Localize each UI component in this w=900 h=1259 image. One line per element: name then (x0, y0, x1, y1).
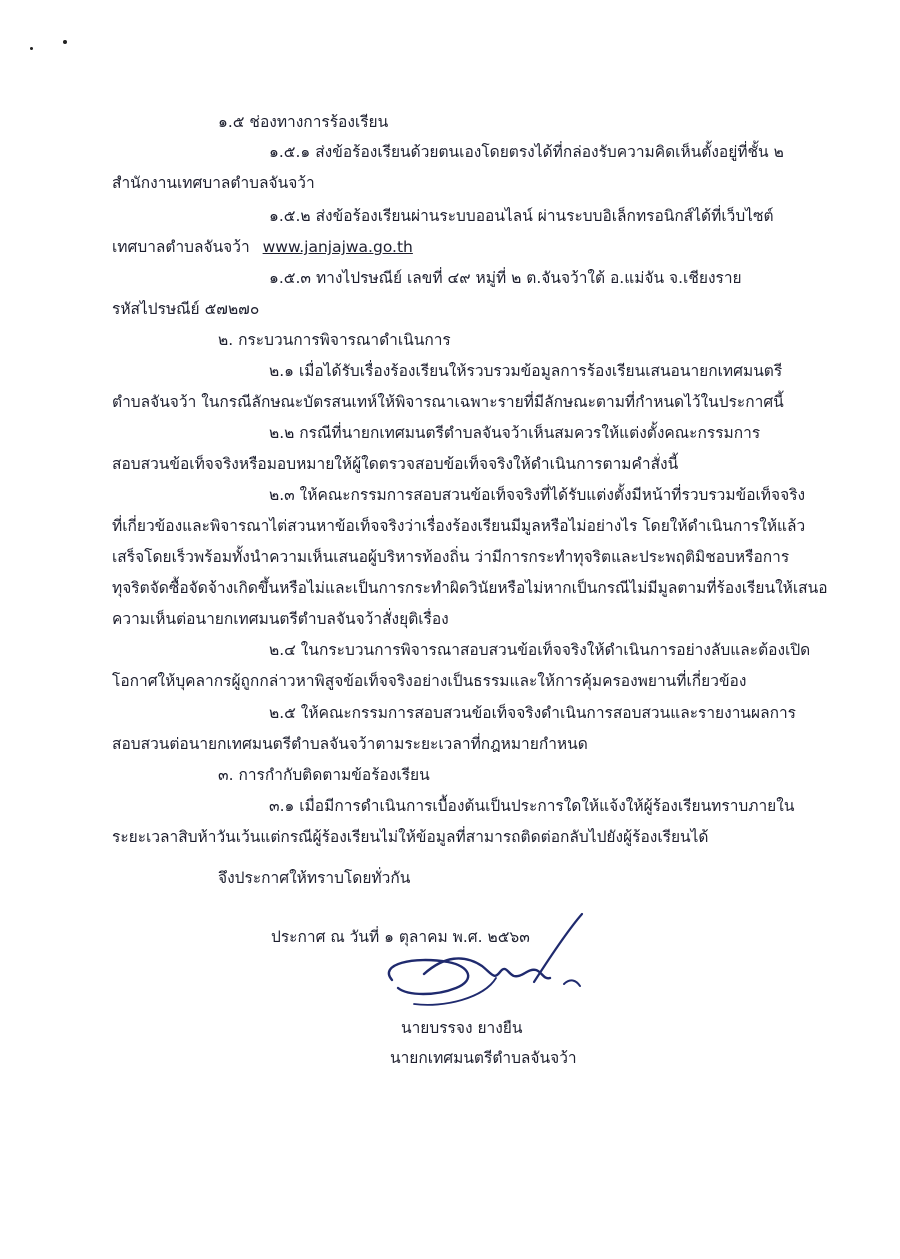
section-heading-2: ๒. กระบวนการพิจารณาดำเนินการ (218, 331, 451, 349)
item-2-3-line4: ทุจริตจัดซื้อจัดจ้างเกิดขึ้นหรือไม่และเป็นการกระทำผิดวินัยหรือไม่หากเป็นกรณีไม่มีมูลตามที่ร้องเรียนให้เสนอ (112, 579, 828, 597)
signer-name: นายบรรจง ยางยืน (401, 1019, 523, 1037)
item-1-5-1-line1: ๑.๕.๑ ส่งข้อร้องเรียนด้วยตนเองโดยตรงได้ที่กล่องรับความคิดเห็นตั้งอยู่ที่ชั้น ๒ (269, 143, 784, 161)
item-2-4-line2: โอกาศให้บุคลากรผู้ถูกกล่าวหาพิสูจข้อเท็จจริงอย่างเป็นธรรมและให้การคุ้มครองพยานที่เกี่ยวข้อง (112, 672, 747, 690)
item-2-3-line3: เสร็จโดยเร็วพร้อมทั้งนำความเห็นเสนอผู้บริหารท้องถิ่น ว่ามีการกระทำทุจริตและประพฤติมิชอบหรือการ (112, 548, 790, 566)
signature (384, 908, 596, 1020)
item-2-3-line2: ที่เกี่ยวข้องและพิจารณาไต่สวนหาข้อเท็จจริงว่าเรื่องร้องเรียนมีมูลหรือไม่อย่างไร โดยให้ดำเนินการให้แล้ว (112, 517, 806, 535)
item-2-1-line1: ๒.๑ เมื่อได้รับเรื่องร้องเรียนให้รวบรวมข้อมูลการร้องเรียนเสนอนายกเทศมนตรี (269, 362, 783, 380)
item-2-1-line2: ตำบลจันจว้า ในกรณีลักษณะบัตรสนเทห์ให้พิจารณาเฉพาะรายที่มีลักษณะตามที่กำหนดไว้ในประกาศนี้ (112, 393, 784, 411)
item-3-1-line1: ๓.๑ เมื่อมีการดำเนินการเบื้องต้นเป็นประการใดให้แจ้งให้ผู้ร้องเรียนทราบภายใน (269, 797, 795, 815)
scan-speck (30, 47, 33, 50)
item-2-3-line1: ๒.๓ ให้คณะกรรมการสอบสวนข้อเท็จจริงที่ได้รับแต่งตั้งมีหน้าที่รวบรวมข้อเท็จจริง (269, 486, 806, 504)
item-1-5-1-line2: สำนักงานเทศบาลตำบลจันจว้า (112, 174, 315, 192)
scan-speck (63, 40, 67, 44)
item-1-5-3-line2: รหัสไปรษณีย์ ๕๗๒๗๐ (112, 300, 260, 318)
item-2-5-line1: ๒.๕ ให้คณะกรรมการสอบสวนข้อเท็จจริงดำเนินการสอบสวนและรายงานผลการ (269, 704, 796, 722)
item-1-5-2-text: เทศบาลตำบลจันจว้า (112, 238, 250, 256)
item-2-4-line1: ๒.๔ ในกระบวนการพิจารณาสอบสวนข้อเท็จจริงให้ดำเนินการอย่างลับและต้องเปิด (269, 641, 811, 659)
item-2-3-line5: ความเห็นต่อนายกเทศมนตรีตำบลจันจว้าสั่งยุติเรื่อง (112, 610, 449, 628)
item-2-2-line2: สอบสวนข้อเท็จจริงหรือมอบหมายให้ผู้ใดตรวจสอบข้อเท็จจริงให้ดำเนินการตามคำสั่งนี้ (112, 455, 679, 473)
item-2-2-line1: ๒.๒ กรณีที่นายกเทศมนตรีตำบลจันจว้าเห็นสมควรให้แต่งตั้งคณะกรรมการ (269, 424, 761, 442)
signer-title: นายกเทศมนตรีตำบลจันจว้า (390, 1049, 577, 1067)
item-1-5-2-line2 (112, 237, 413, 257)
item-1-5-3-line1: ๑.๕.๓ ทางไปรษณีย์ เลขที่ ๔๙ หมู่ที่ ๒ ต.จันจว้าใต้ อ.แม่จัน จ.เชียงราย (269, 269, 742, 287)
section-heading-1-5: ๑.๕ ช่องทางการร้องเรียน (218, 113, 389, 131)
item-3-1-line2: ระยะเวลาสิบห้าวันเว้นแต่กรณีผู้ร้องเรียนไม่ให้ข้อมูลที่สามารถติดต่อกลับไปยังผู้ร้องเรียนได้ (112, 828, 709, 846)
item-1-5-2-line1: ๑.๕.๒ ส่งข้อร้องเรียนผ่านระบบออนไลน์ ผ่านระบบอิเล็กทรอนิกส์ได้ที่เว็บไซต์ (269, 207, 774, 225)
website-link[interactable]: www.janjajwa.go.th (262, 238, 413, 256)
item-2-5-line2: สอบสวนต่อนายกเทศมนตรีตำบลจันจว้าตามระยะเวลาที่กฎหมายกำหนด (112, 735, 588, 753)
section-heading-3: ๓. การกำกับติดตามข้อร้องเรียน (218, 766, 430, 784)
announcement-date: ประกาศ ณ วันที่ ๑ ตุลาคม พ.ศ. ๒๕๖๓ (271, 928, 530, 946)
closing-statement: จึงประกาศให้ทราบโดยทั่วกัน (218, 869, 411, 887)
